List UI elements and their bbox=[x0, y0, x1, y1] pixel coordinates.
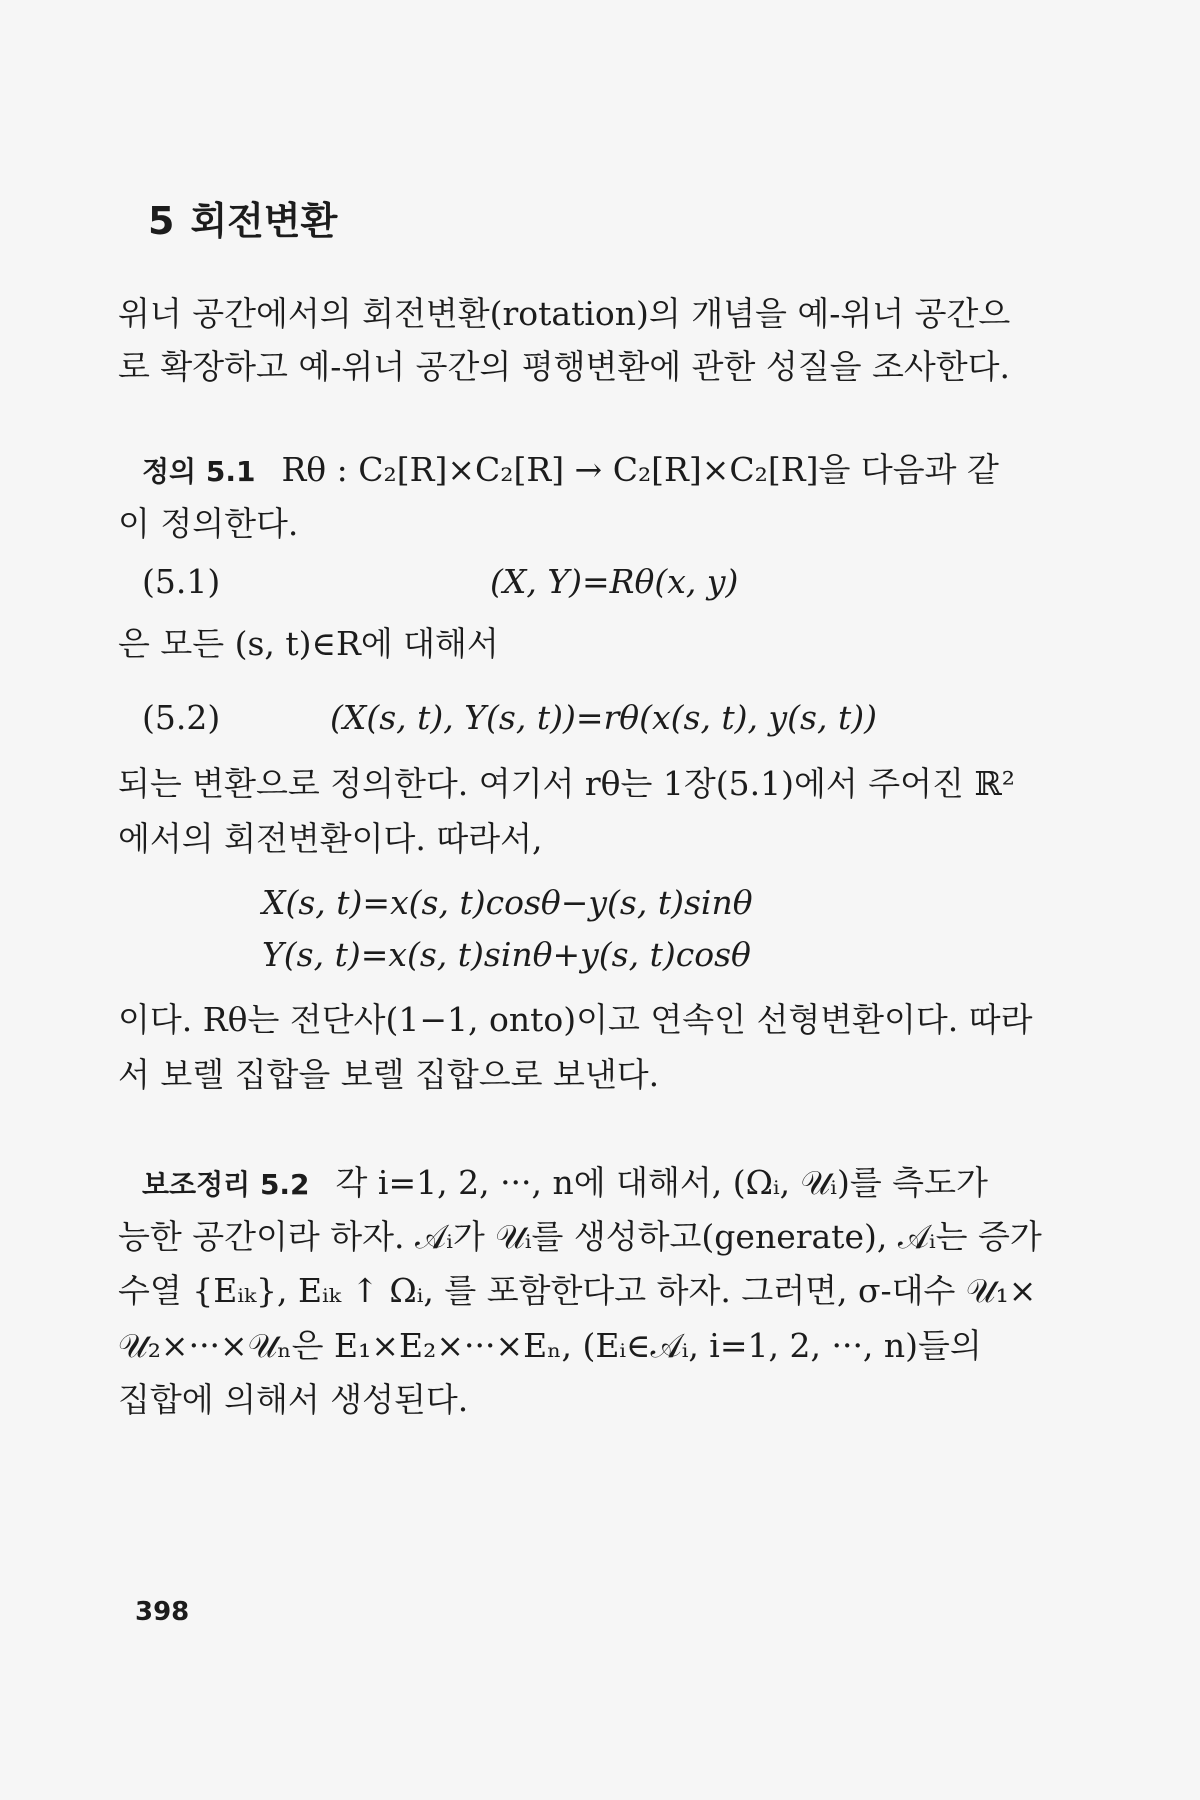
lemma-line-2: 능한 공간이라 하자. 𝒜ᵢ가 𝒰ᵢ를 생성하고(generate), 𝒜ᵢ는 증가 bbox=[118, 1217, 1042, 1256]
equation-5-1: (X, Y)=Rθ(x, y) bbox=[490, 562, 739, 601]
lemma-line-1 bbox=[142, 1161, 988, 1207]
para3-line-1: 이다. Rθ는 전단사(1−1, onto)이고 연속인 선형변환이다. 따라 bbox=[118, 1000, 1033, 1039]
para3-line-2: 서 보렐 집합을 보렐 집합으로 보낸다. bbox=[118, 1055, 660, 1094]
definition-line-2: 이 정의한다. bbox=[118, 504, 299, 543]
equation-X: X(s, t)=x(s, t)cosθ−y(s, t)sinθ bbox=[262, 883, 753, 922]
lemma-line-3: 수열 {Eᵢₖ}, Eᵢₖ ↑ Ωᵢ, 를 포함한다고 하자. 그러면, σ-대수 𝒰₁× bbox=[118, 1271, 1037, 1310]
section-heading bbox=[148, 190, 337, 245]
equation-number-5-2: (5.2) bbox=[142, 698, 221, 737]
definition-label: 정의 5.1 bbox=[142, 455, 256, 488]
text-line-all-s-t: 은 모든 (s, t)∈R에 대해서 bbox=[118, 624, 499, 663]
lemma-text-1: 각 i=1, 2, ···, n에 대해서, (Ωᵢ, 𝒰ᵢ)를 측도가 bbox=[335, 1163, 988, 1202]
equation-5-2: (X(s, t), Y(s, t))=rθ(x(s, t), y(s, t)) bbox=[330, 698, 877, 737]
para2-line-1: 되는 변환으로 정의한다. 여기서 rθ는 1장(5.1)에서 주어진 ℝ² bbox=[118, 764, 1015, 803]
page-number: 398 bbox=[135, 1597, 190, 1627]
definition-text-1: Rθ : C₂[R]×C₂[R] → C₂[R]×C₂[R]을 다음과 같 bbox=[281, 450, 999, 489]
equation-Y: Y(s, t)=x(s, t)sinθ+y(s, t)cosθ bbox=[262, 935, 751, 974]
para2-line-2: 에서의 회전변환이다. 따라서, bbox=[118, 819, 543, 858]
equation-number-5-1: (5.1) bbox=[142, 562, 221, 601]
intro-line-2: 로 확장하고 예-위너 공간의 평행변환에 관한 성질을 조사한다. bbox=[118, 347, 1011, 386]
lemma-line-5: 집합에 의해서 생성된다. bbox=[118, 1380, 469, 1419]
section-title: 회전변환 bbox=[190, 199, 338, 243]
lemma-line-4: 𝒰₂×···×𝒰ₙ은 E₁×E₂×···×Eₙ, (Eᵢ∈𝒜ᵢ, i=1, 2, ···, n)들의 bbox=[118, 1326, 982, 1365]
intro-line-1: 위너 공간에서의 회전변환(rotation)의 개념을 예-위너 공간으 bbox=[118, 294, 1011, 333]
section-number: 5 bbox=[148, 199, 175, 243]
definition-line-1 bbox=[142, 448, 999, 494]
lemma-label: 보조정리 5.2 bbox=[142, 1168, 310, 1201]
